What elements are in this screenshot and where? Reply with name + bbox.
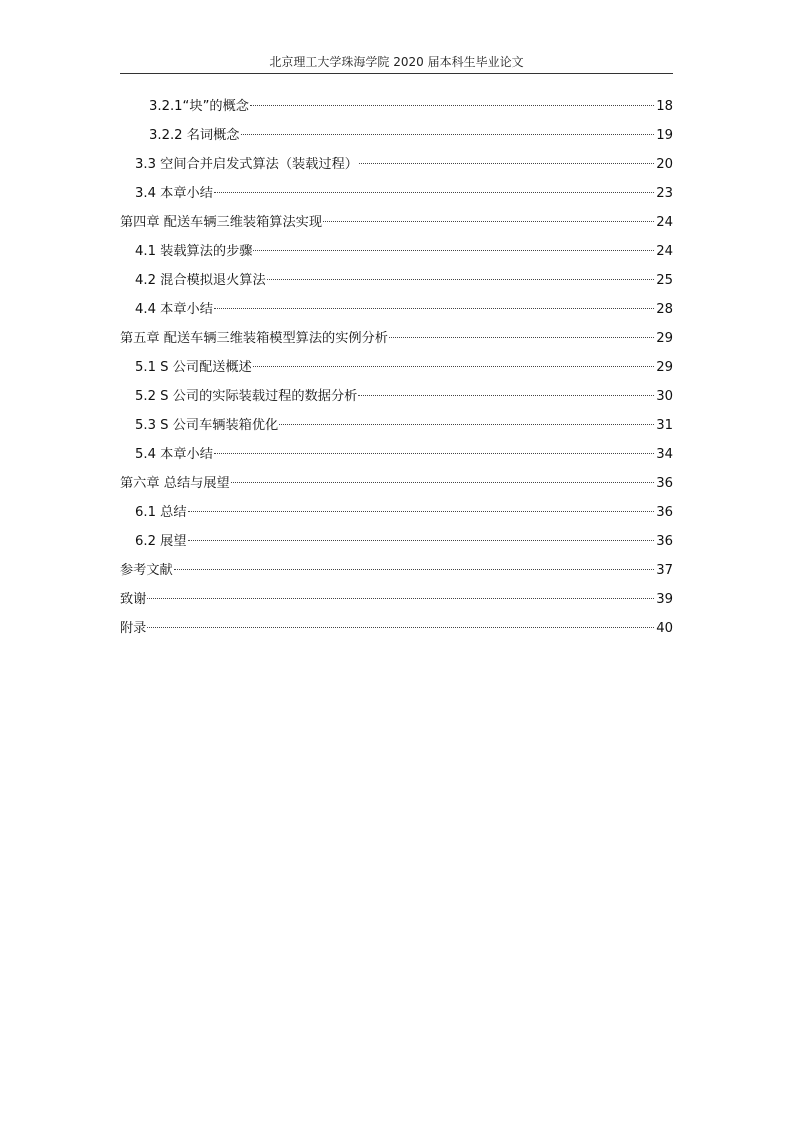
toc-entry[interactable] xyxy=(120,527,673,556)
toc-entry-title: 第六章 总结与展望 xyxy=(120,476,230,491)
toc-entry-title: 致谢 xyxy=(120,592,147,607)
toc-entry-page-number: 20 xyxy=(656,157,673,172)
toc-entry[interactable] xyxy=(120,498,673,527)
toc-entry-page-number: 31 xyxy=(656,418,673,433)
toc-entry-page-number: 39 xyxy=(656,592,673,607)
toc-entry[interactable] xyxy=(120,614,673,643)
toc-dot-leader xyxy=(253,250,654,251)
header-rule xyxy=(120,73,673,74)
table-of-contents xyxy=(120,92,673,643)
toc-entry[interactable] xyxy=(120,556,673,585)
toc-entry-page-number: 25 xyxy=(656,273,673,288)
toc-entry[interactable] xyxy=(120,237,673,266)
toc-dot-leader xyxy=(323,221,654,222)
toc-entry-title: 附录 xyxy=(120,621,147,636)
toc-entry-title: 5.3 S 公司车辆装箱优化 xyxy=(135,418,279,433)
toc-entry-title: 3.4 本章小结 xyxy=(135,186,213,201)
toc-dot-leader xyxy=(250,105,654,106)
toc-entry[interactable] xyxy=(120,353,673,382)
toc-entry-title: 6.1 总结 xyxy=(135,505,187,520)
toc-dot-leader xyxy=(214,453,654,454)
toc-entry-title: 参考文献 xyxy=(120,563,173,578)
toc-dot-leader xyxy=(253,366,654,367)
toc-dot-leader xyxy=(231,482,655,483)
toc-entry-page-number: 18 xyxy=(656,99,673,114)
toc-entry-title: 6.2 展望 xyxy=(135,534,187,549)
toc-entry-page-number: 24 xyxy=(656,244,673,259)
toc-entry[interactable] xyxy=(120,324,673,353)
toc-entry[interactable] xyxy=(120,585,673,614)
toc-entry[interactable] xyxy=(120,150,673,179)
toc-dot-leader xyxy=(267,279,655,280)
toc-entry[interactable] xyxy=(120,121,673,150)
toc-dot-leader xyxy=(174,569,654,570)
toc-dot-leader xyxy=(241,134,655,135)
toc-entry[interactable] xyxy=(120,382,673,411)
toc-entry-page-number: 37 xyxy=(656,563,673,578)
toc-dot-leader xyxy=(214,308,654,309)
toc-entry-page-number: 24 xyxy=(656,215,673,230)
toc-dot-leader xyxy=(389,337,654,338)
toc-entry-title: 4.2 混合模拟退火算法 xyxy=(135,273,266,288)
toc-dot-leader xyxy=(359,163,654,164)
toc-entry-title: 4.1 装载算法的步骤 xyxy=(135,244,253,259)
toc-entry[interactable] xyxy=(120,469,673,498)
toc-entry-title: 3.2.1“块”的概念 xyxy=(149,99,249,114)
toc-dot-leader xyxy=(279,424,654,425)
toc-entry[interactable] xyxy=(120,440,673,469)
toc-entry[interactable] xyxy=(120,266,673,295)
toc-dot-leader xyxy=(147,598,654,599)
toc-entry[interactable] xyxy=(120,208,673,237)
toc-entry-page-number: 19 xyxy=(656,128,673,143)
running-header: 北京理工大学珠海学院 2020 届本科生毕业论文 xyxy=(269,55,524,69)
toc-dot-leader xyxy=(188,540,655,541)
toc-entry-page-number: 36 xyxy=(656,534,673,549)
toc-dot-leader xyxy=(214,192,654,193)
toc-entry-page-number: 36 xyxy=(656,476,673,491)
toc-entry[interactable] xyxy=(120,411,673,440)
toc-entry-title: 5.4 本章小结 xyxy=(135,447,213,462)
toc-dot-leader xyxy=(188,511,655,512)
toc-dot-leader xyxy=(358,395,654,396)
toc-entry-title: 5.1 S 公司配送概述 xyxy=(135,360,252,375)
toc-entry-title: 4.4 本章小结 xyxy=(135,302,213,317)
toc-entry[interactable] xyxy=(120,92,673,121)
toc-entry[interactable] xyxy=(120,179,673,208)
toc-dot-leader xyxy=(147,627,654,628)
toc-entry-page-number: 23 xyxy=(656,186,673,201)
toc-entry-title: 3.3 空间合并启发式算法（装载过程） xyxy=(135,157,358,172)
toc-entry-page-number: 30 xyxy=(656,389,673,404)
toc-entry-page-number: 36 xyxy=(656,505,673,520)
toc-entry-page-number: 28 xyxy=(656,302,673,317)
toc-entry-title: 第五章 配送车辆三维装箱模型算法的实例分析 xyxy=(120,331,388,346)
toc-entry-title: 3.2.2 名词概念 xyxy=(149,128,240,143)
toc-entry-page-number: 29 xyxy=(656,360,673,375)
toc-entry-page-number: 40 xyxy=(656,621,673,636)
toc-entry-page-number: 29 xyxy=(656,331,673,346)
toc-entry-page-number: 34 xyxy=(656,447,673,462)
toc-entry-title: 5.2 S 公司的实际装载过程的数据分析 xyxy=(135,389,358,404)
toc-entry[interactable] xyxy=(120,295,673,324)
toc-entry-title: 第四章 配送车辆三维装箱算法实现 xyxy=(120,215,323,230)
